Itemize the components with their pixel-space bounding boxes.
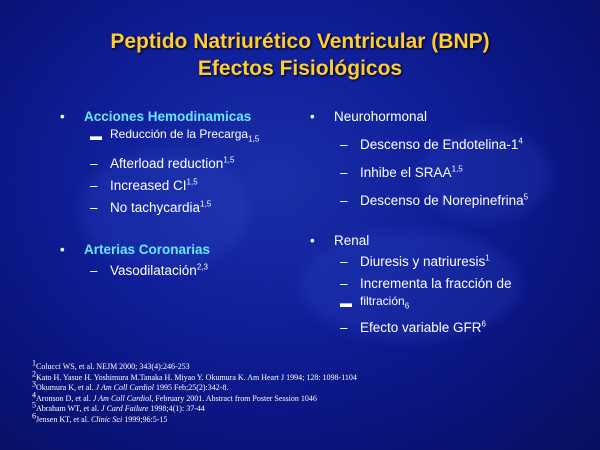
item-sup: 5 (523, 192, 529, 202)
bullet-acciones-hemodinamicas (60, 108, 295, 126)
dash-icon: – (340, 254, 348, 269)
section-heading: Arterias Coronarias (84, 242, 211, 258)
title-line-1: Peptido Natriurético Ventricular (BNP) (110, 30, 490, 53)
item-text: Diuresis y natriuresis (360, 254, 486, 269)
dash-icon: – (340, 193, 348, 208)
bullet-icon: • (60, 109, 65, 124)
section-heading: Neurohormonal (334, 109, 428, 124)
item-sup: 1 (485, 253, 490, 263)
item-sup: 1,5 (451, 164, 463, 174)
item-sup: 4 (518, 136, 523, 146)
dash-icon: ▬ (90, 129, 102, 143)
dash-icon: – (340, 320, 348, 336)
list-item (310, 253, 595, 271)
bullet-icon: • (60, 242, 65, 258)
dash-icon: – (340, 165, 348, 180)
item-sup: 2,3 (196, 262, 208, 272)
list-item (310, 319, 595, 337)
list-item (60, 199, 295, 217)
bullet-renal (310, 232, 595, 250)
list-item (60, 127, 295, 146)
item-text: No tachycardia (110, 200, 201, 216)
item-text: Inhibe el SRAA (360, 165, 452, 180)
item-sup: 6 (404, 301, 410, 311)
list-item (60, 177, 295, 195)
item-text: Vasodilatación (110, 263, 197, 279)
item-text: Reducción de la Precarga (110, 127, 249, 141)
reference-item: $^1$Colucci WS, et al. NEJM 2000; 343(4):246-253 (32, 358, 190, 371)
reference-item: $^5$Abraham WT, et al. J Card Failure 1998;4(1): 37-44 (32, 400, 205, 413)
dash-icon: – (340, 137, 348, 152)
list-item (60, 262, 295, 280)
item-sup: 1,5 (223, 155, 235, 165)
references (32, 358, 592, 425)
item-text: Descenso de Endotelina-1 (360, 137, 519, 152)
reference-item: $^6$Jensen KT, et al. Clinic Sci 1999;96:5-15 (32, 410, 168, 424)
dash-icon: – (90, 200, 98, 216)
item-text: Increased CI (110, 178, 187, 194)
item-sup: 1,5 (200, 199, 212, 209)
dash-icon: ▬ (340, 296, 352, 310)
item-text: Descenso de Norepinefrina (360, 193, 524, 208)
reference-item: $^4$Aronson D, et al. J Am Coll Cardiol, February 2001. Abstract from Poster Session 1046 (32, 389, 317, 403)
reference-item: $^2$Kato H. Yasue H. Yoshimura M.Tanaka H. Miyao Y. Okumura K. Am Heart J 1994; 128: 1098-1104 (32, 368, 357, 382)
bullet-icon: • (310, 109, 315, 124)
item-sup: 1,5 (186, 177, 198, 187)
bullet-arterias-coronarias (60, 241, 295, 259)
section-heading: Renal (334, 233, 370, 248)
item-text: filtración (360, 294, 405, 308)
section-heading: Acciones Hemodinamicas (84, 109, 252, 124)
list-item (310, 294, 595, 313)
right-column (310, 108, 595, 337)
item-sup: 6 (481, 319, 486, 329)
title-line-2: Efectos Fisiológicos (197, 57, 403, 80)
list-item (310, 136, 595, 154)
item-sup: 1,5 (248, 134, 260, 144)
bullet-neurohormonal (310, 108, 595, 126)
bullet-icon: • (310, 233, 315, 248)
dash-icon: – (90, 178, 98, 194)
dash-icon: – (90, 263, 98, 279)
dash-icon: – (340, 276, 348, 291)
dash-icon: – (90, 156, 98, 172)
reference-item: $^3$Okumura K, et al. J Am Coll Cardiol 1995 Feb;25(2):342-8. (32, 379, 229, 392)
item-text: Efecto variable GFR (360, 320, 482, 336)
left-column (60, 108, 295, 280)
list-item (60, 155, 295, 173)
slide-title (0, 28, 600, 82)
item-text: Incrementa la fracción de (360, 276, 512, 291)
item-text: Afterload reduction (110, 156, 224, 172)
list-item (310, 164, 595, 182)
list-item (310, 192, 595, 210)
list-item (310, 275, 595, 293)
